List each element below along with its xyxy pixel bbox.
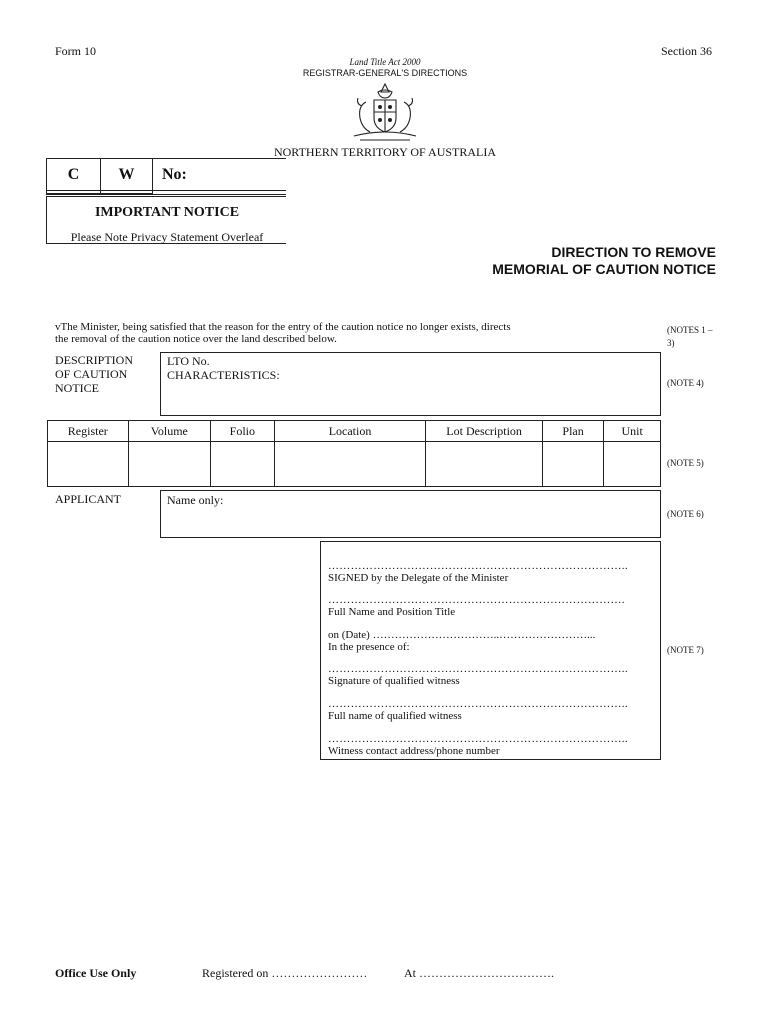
header-volume: Volume [128,421,211,442]
applicant-name-field[interactable] [160,490,661,538]
witness-signature-line[interactable]: …………………………………………………………………….. [328,663,628,675]
document-number-box [46,158,286,195]
w-label: W [118,166,135,183]
number-label: No: [162,166,187,183]
territory-title: NORTHERN TERRITORY OF AUSTRALIA [273,145,497,159]
registered-at-field[interactable]: At ……………………………. [404,966,554,980]
header-location: Location [274,421,426,442]
registered-on-field[interactable]: Registered on …………………… [202,966,368,980]
witness-contact-label: Witness contact address/phone number [328,745,500,757]
unit-cell[interactable] [604,442,661,487]
witness-signature-label: Signature of qualified witness [328,675,460,687]
plan-cell[interactable] [542,442,604,487]
form-number: Form 10 [55,44,97,58]
name-only-label: Name only: [167,493,224,507]
lot-description-cell[interactable] [426,442,542,487]
witness-contact-line[interactable]: …………………………………………………………………….. [328,733,628,745]
section-number: Section 36 [661,44,712,58]
signature-line[interactable]: …………………………………………………………………….. [328,560,628,572]
presence-label: In the presence of: [328,641,410,653]
applicant-label: APPLICANT [55,492,122,506]
c-label: C [67,166,80,183]
full-name-label: Full Name and Position Title [328,606,456,618]
form-title-line1: DIRECTION TO REMOVE [551,244,716,260]
land-description-table [47,420,661,487]
important-notice-title: IMPORTANT NOTICE [94,205,240,220]
date-line[interactable]: on (Date) ……………………………..……………………... [328,629,596,641]
coat-of-arms-icon [340,80,430,144]
lto-number-label: LTO No. [167,354,210,368]
header-plan: Plan [542,421,604,442]
signed-by-label: SIGNED by the Delegate of the Minister [328,572,509,584]
note-7: (NOTE 7) [667,645,704,655]
signature-block [320,541,661,760]
witness-name-label: Full name of qualified witness [328,710,462,722]
intro-text: vThe Minister, being satisfied that the reason for the entry of the caution notice no longer exists, directs the removal of the caution notice over the land described below. [55,321,511,345]
header-folio: Folio [211,421,275,442]
header-unit: Unit [604,421,661,442]
witness-name-line[interactable]: …………………………………………………………………….. [328,698,628,710]
privacy-note: Please Note Privacy Statement Overleaf [70,230,264,244]
volume-cell[interactable] [128,442,211,487]
folio-cell[interactable] [211,442,275,487]
note-4: (NOTE 4) [667,378,704,388]
description-field[interactable] [160,352,661,416]
office-use-label: Office Use Only [55,966,137,980]
form-title-line2: MEMORIAL OF CAUTION NOTICE [492,261,716,277]
important-notice-box [46,196,286,244]
register-cell[interactable] [48,442,129,487]
note-5: (NOTE 5) [667,458,704,468]
header-lot-description: Lot Description [426,421,542,442]
full-name-line[interactable]: ……………………………………………………………………. [328,594,625,606]
note-6: (NOTE 6) [667,509,704,519]
directions-title: REGISTRAR-GENERAL'S DIRECTIONS [302,68,468,78]
characteristics-label: CHARACTERISTICS: [167,368,280,382]
description-label: DESCRIPTION OF CAUTION NOTICE [55,353,134,395]
header-register: Register [48,421,129,442]
location-cell[interactable] [274,442,426,487]
act-title: Land Title Act 2000 [349,57,421,67]
notes-1-3: (NOTES 1 – 3) [667,325,713,348]
